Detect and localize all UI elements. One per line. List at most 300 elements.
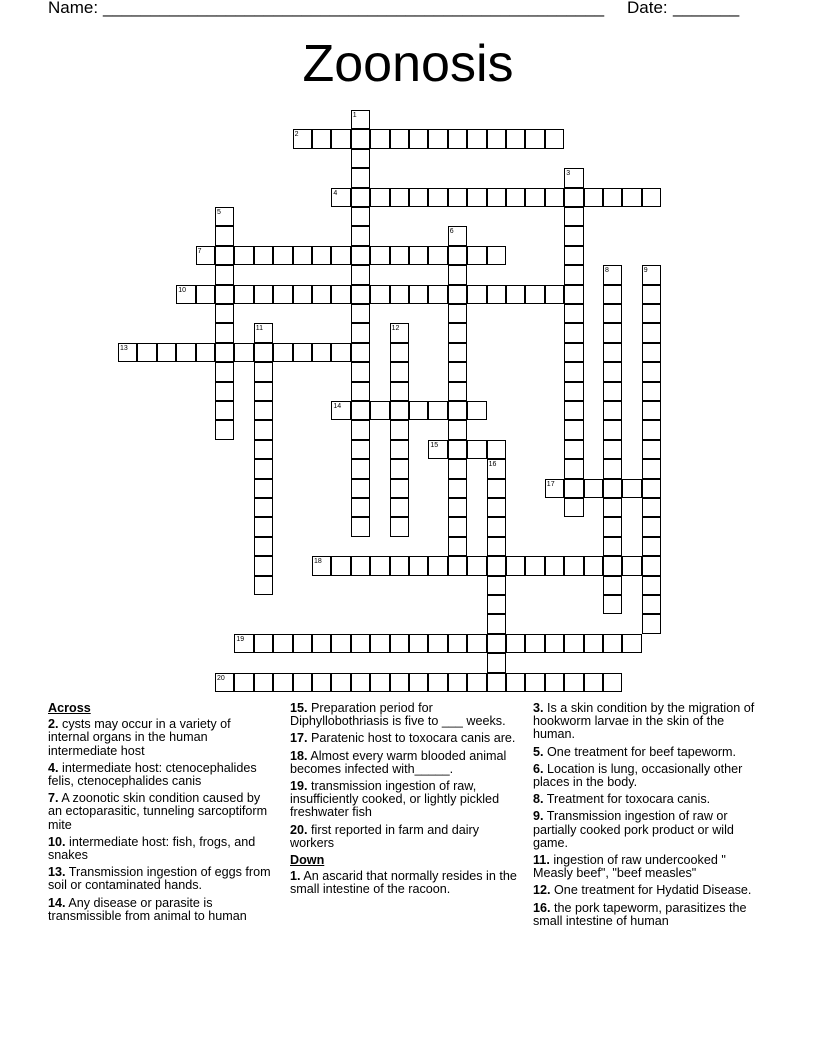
grid-cell[interactable]: [487, 246, 506, 265]
grid-cell[interactable]: [351, 382, 370, 401]
grid-cell[interactable]: [254, 634, 273, 653]
grid-cell[interactable]: [234, 673, 253, 692]
grid-cell[interactable]: [603, 498, 622, 517]
grid-cell[interactable]: [448, 673, 467, 692]
grid-cell[interactable]: [487, 576, 506, 595]
grid-cell[interactable]: [390, 188, 409, 207]
grid-cell[interactable]: [370, 634, 389, 653]
clue-number-label: 7: [197, 247, 202, 255]
grid-cell[interactable]: [428, 246, 447, 265]
grid-cell[interactable]: [506, 673, 525, 692]
grid-cell[interactable]: [448, 362, 467, 381]
clue-across-15: 15. Preparation period for Diphyllobothriasis is five to ___ weeks.: [290, 701, 506, 729]
grid-cell[interactable]: [293, 673, 312, 692]
grid-cell[interactable]: [603, 595, 622, 614]
grid-cell[interactable]: [467, 440, 486, 459]
grid-cell[interactable]: [448, 556, 467, 575]
grid-cell[interactable]: [254, 323, 273, 342]
grid-cell[interactable]: [448, 323, 467, 342]
grid-cell[interactable]: [254, 362, 273, 381]
grid-cell[interactable]: [215, 285, 234, 304]
grid-cell[interactable]: [409, 401, 428, 420]
grid-cell[interactable]: [351, 420, 370, 439]
grid-cell[interactable]: [603, 343, 622, 362]
clue-number-label: 12: [391, 325, 400, 333]
grid-cell[interactable]: [254, 498, 273, 517]
grid-cell[interactable]: [370, 188, 389, 207]
grid-cell[interactable]: [467, 246, 486, 265]
clue-across-4: 4. intermediate host: ctenocephalides felis, ctenocephalides canis: [48, 760, 257, 789]
grid-cell[interactable]: [564, 246, 583, 265]
grid-cell[interactable]: [331, 673, 350, 692]
grid-cell[interactable]: [351, 188, 370, 207]
grid-cell[interactable]: [622, 479, 641, 498]
grid-cell[interactable]: [467, 401, 486, 420]
grid-cell[interactable]: [448, 226, 467, 245]
grid-cell[interactable]: [487, 285, 506, 304]
grid-cell[interactable]: [622, 556, 641, 575]
grid-cell[interactable]: [351, 304, 370, 323]
grid-cell[interactable]: [564, 401, 583, 420]
grid-cell[interactable]: [448, 459, 467, 478]
grid-cell[interactable]: [351, 110, 370, 129]
grid-cell[interactable]: [234, 246, 253, 265]
grid-cell[interactable]: [351, 129, 370, 148]
clue-across-18: 18. Almost every warm blooded animal becomes infected with_____.: [290, 748, 507, 776]
grid-cell[interactable]: [642, 304, 661, 323]
grid-cell[interactable]: [254, 673, 273, 692]
grid-cell[interactable]: [312, 673, 331, 692]
grid-cell[interactable]: [331, 556, 350, 575]
grid-cell[interactable]: [487, 459, 506, 478]
grid-cell[interactable]: [351, 323, 370, 342]
grid-cell[interactable]: [351, 634, 370, 653]
grid-cell[interactable]: [564, 673, 583, 692]
grid-cell[interactable]: [642, 188, 661, 207]
grid-cell[interactable]: [390, 673, 409, 692]
grid-cell[interactable]: [525, 556, 544, 575]
clue-number-label: 10: [178, 286, 186, 294]
grid-cell[interactable]: [254, 420, 273, 439]
grid-cell[interactable]: [603, 517, 622, 536]
grid-cell[interactable]: [351, 226, 370, 245]
grid-cell[interactable]: [351, 401, 370, 420]
clue-across-13: 13. Transmission ingestion of eggs from soil or contaminated hands.: [48, 865, 271, 893]
grid-cell[interactable]: [331, 246, 350, 265]
grid-cell[interactable]: [254, 479, 273, 498]
grid-cell[interactable]: [448, 129, 467, 148]
grid-cell[interactable]: [545, 634, 564, 653]
grid-cell[interactable]: [331, 129, 350, 148]
grid-cell[interactable]: [215, 673, 234, 692]
grid-cell[interactable]: [312, 129, 331, 148]
grid-cell[interactable]: [603, 265, 622, 284]
grid-cell[interactable]: [254, 401, 273, 420]
grid-cell[interactable]: [293, 343, 312, 362]
grid-cell[interactable]: [603, 382, 622, 401]
grid-cell[interactable]: [564, 323, 583, 342]
grid-cell[interactable]: [487, 614, 506, 633]
grid-cell[interactable]: [312, 634, 331, 653]
clue-number-label: 6: [449, 228, 454, 236]
grid-cell[interactable]: [448, 188, 467, 207]
grid-cell[interactable]: [642, 265, 661, 284]
grid-cell[interactable]: [351, 498, 370, 517]
date-label: Date:: [627, 0, 668, 17]
grid-cell[interactable]: [545, 285, 564, 304]
grid-cell[interactable]: [448, 265, 467, 284]
grid-cell[interactable]: [487, 440, 506, 459]
grid-cell[interactable]: [448, 246, 467, 265]
grid-cell[interactable]: [428, 401, 447, 420]
grid-cell[interactable]: [234, 634, 253, 653]
grid-cell[interactable]: [564, 479, 583, 498]
grid-cell[interactable]: [428, 556, 447, 575]
grid-cell[interactable]: [448, 420, 467, 439]
grid-cell[interactable]: [584, 634, 603, 653]
across-heading: Across: [48, 701, 91, 715]
grid-cell[interactable]: [215, 343, 234, 362]
grid-cell[interactable]: [351, 479, 370, 498]
grid-cell[interactable]: [448, 517, 467, 536]
grid-cell[interactable]: [603, 634, 622, 653]
clue-number-label: 14: [333, 403, 342, 410]
grid-cell[interactable]: [487, 129, 506, 148]
grid-cell[interactable]: [428, 673, 447, 692]
grid-cell[interactable]: [487, 595, 506, 614]
grid-cell[interactable]: [642, 517, 661, 536]
grid-cell[interactable]: [273, 343, 292, 362]
grid-cell[interactable]: [642, 382, 661, 401]
grid-cell[interactable]: [467, 188, 486, 207]
grid-cell[interactable]: [312, 246, 331, 265]
grid-cell[interactable]: [390, 459, 409, 478]
clue-across-19: 19. transmission ingestion of raw, insufficiently cooked, or lightly pickled freshwater fish: [290, 779, 500, 820]
clue-down-16: 16. the pork tapeworm, parasitizes the small intestine of human: [533, 900, 747, 928]
grid-cell[interactable]: [351, 440, 370, 459]
grid-cell[interactable]: [293, 285, 312, 304]
name-field-line[interactable]: _____________________________________________________: [103, 0, 605, 17]
grid-cell[interactable]: [564, 285, 583, 304]
grid-cell[interactable]: [603, 420, 622, 439]
grid-cell[interactable]: [254, 459, 273, 478]
grid-cell[interactable]: [642, 537, 661, 556]
grid-cell[interactable]: [390, 401, 409, 420]
grid-cell[interactable]: [370, 285, 389, 304]
grid-cell[interactable]: [196, 343, 215, 362]
grid-cell[interactable]: [506, 556, 525, 575]
grid-cell[interactable]: [428, 129, 447, 148]
grid-cell[interactable]: [545, 673, 564, 692]
grid-cell[interactable]: [564, 459, 583, 478]
grid-cell[interactable]: [215, 304, 234, 323]
grid-cell[interactable]: [622, 188, 641, 207]
grid-cell[interactable]: [642, 420, 661, 439]
grid-cell[interactable]: [506, 129, 525, 148]
grid-cell[interactable]: [603, 556, 622, 575]
grid-cell[interactable]: [254, 343, 273, 362]
grid-cell[interactable]: [487, 653, 506, 672]
grid-cell[interactable]: [409, 246, 428, 265]
date-field-line[interactable]: _______: [673, 0, 740, 17]
grid-cell[interactable]: [525, 129, 544, 148]
grid-cell[interactable]: [254, 537, 273, 556]
grid-cell[interactable]: [564, 362, 583, 381]
grid-cell[interactable]: [603, 673, 622, 692]
clue-across-7: 7. A zoonotic skin condition caused by an ectoparasitic, tunneling sarcoptiform mite: [48, 791, 268, 832]
clues-column-3: [533, 702, 761, 932]
grid-cell[interactable]: [409, 129, 428, 148]
grid-cell[interactable]: [215, 362, 234, 381]
grid-cell[interactable]: [293, 129, 312, 148]
clue-down-12: 12. One treatment for Hydatid Disease.: [533, 883, 752, 898]
grid-cell[interactable]: [351, 207, 370, 226]
grid-cell[interactable]: [390, 246, 409, 265]
grid-cell[interactable]: [390, 362, 409, 381]
grid-cell[interactable]: [487, 634, 506, 653]
grid-cell[interactable]: [487, 517, 506, 536]
grid-cell[interactable]: [234, 285, 253, 304]
grid-cell[interactable]: [215, 420, 234, 439]
grid-cell[interactable]: [603, 537, 622, 556]
grid-cell[interactable]: [351, 459, 370, 478]
grid-cell[interactable]: [467, 634, 486, 653]
grid-cell[interactable]: [603, 285, 622, 304]
grid-cell[interactable]: [215, 207, 234, 226]
grid-cell[interactable]: [622, 634, 641, 653]
grid-cell[interactable]: [603, 362, 622, 381]
grid-cell[interactable]: [506, 188, 525, 207]
grid-cell[interactable]: [467, 285, 486, 304]
grid-cell[interactable]: [351, 673, 370, 692]
grid-cell[interactable]: [351, 556, 370, 575]
grid-cell[interactable]: [312, 343, 331, 362]
grid-cell[interactable]: [293, 246, 312, 265]
grid-cell[interactable]: [487, 556, 506, 575]
grid-cell[interactable]: [390, 498, 409, 517]
grid-cell[interactable]: [215, 265, 234, 284]
grid-cell[interactable]: [390, 517, 409, 536]
grid-cell[interactable]: [254, 285, 273, 304]
grid-cell[interactable]: [428, 188, 447, 207]
grid-cell[interactable]: [642, 479, 661, 498]
grid-cell[interactable]: [642, 401, 661, 420]
grid-cell[interactable]: [254, 440, 273, 459]
grid-cell[interactable]: [506, 634, 525, 653]
grid-cell[interactable]: [390, 382, 409, 401]
grid-cell[interactable]: [603, 459, 622, 478]
grid-cell[interactable]: [370, 401, 389, 420]
grid-cell[interactable]: [545, 129, 564, 148]
grid-cell[interactable]: [564, 382, 583, 401]
clue-down-11: 11. ingestion of raw undercooked " Measly beef", "beef measles": [533, 853, 726, 881]
grid-cell[interactable]: [215, 323, 234, 342]
grid-cell[interactable]: [428, 285, 447, 304]
grid-cell[interactable]: [370, 129, 389, 148]
grid-cell[interactable]: [584, 556, 603, 575]
grid-cell[interactable]: [564, 188, 583, 207]
grid-cell[interactable]: [351, 168, 370, 187]
grid-cell[interactable]: [525, 285, 544, 304]
grid-cell[interactable]: [603, 479, 622, 498]
grid-cell[interactable]: [642, 556, 661, 575]
grid-cell[interactable]: [448, 304, 467, 323]
grid-cell[interactable]: [390, 479, 409, 498]
grid-cell[interactable]: [642, 343, 661, 362]
grid-cell[interactable]: [545, 479, 564, 498]
grid-cell[interactable]: [331, 401, 350, 420]
grid-cell[interactable]: [254, 382, 273, 401]
grid-cell[interactable]: [428, 440, 447, 459]
grid-cell[interactable]: [196, 285, 215, 304]
grid-cell[interactable]: [409, 285, 428, 304]
grid-cell[interactable]: [642, 285, 661, 304]
grid-cell[interactable]: [603, 440, 622, 459]
grid-cell[interactable]: [603, 188, 622, 207]
grid-cell[interactable]: [409, 556, 428, 575]
grid-cell[interactable]: [409, 673, 428, 692]
grid-cell[interactable]: [293, 634, 312, 653]
grid-cell[interactable]: [215, 226, 234, 245]
grid-cell[interactable]: [642, 440, 661, 459]
grid-cell[interactable]: [331, 285, 350, 304]
grid-cell[interactable]: [642, 498, 661, 517]
grid-cell[interactable]: [564, 168, 583, 187]
grid-cell[interactable]: [331, 188, 350, 207]
grid-cell[interactable]: [273, 673, 292, 692]
grid-cell[interactable]: [390, 285, 409, 304]
clue-number-label: 5: [217, 209, 221, 216]
grid-cell[interactable]: [351, 285, 370, 304]
grid-cell[interactable]: [351, 149, 370, 168]
grid-cell[interactable]: [215, 382, 234, 401]
grid-cell[interactable]: [390, 129, 409, 148]
grid-cell[interactable]: [331, 634, 350, 653]
grid-cell[interactable]: [487, 673, 506, 692]
grid-cell[interactable]: [525, 634, 544, 653]
grid-cell[interactable]: [390, 420, 409, 439]
grid-cell[interactable]: [584, 479, 603, 498]
grid-cell[interactable]: [525, 188, 544, 207]
grid-cell[interactable]: [390, 634, 409, 653]
grid-cell[interactable]: [564, 420, 583, 439]
grid-cell[interactable]: [506, 285, 525, 304]
grid-cell[interactable]: [448, 382, 467, 401]
grid-cell[interactable]: [642, 614, 661, 633]
grid-cell[interactable]: [564, 226, 583, 245]
grid-cell[interactable]: [487, 498, 506, 517]
clue-number-label: 4: [333, 189, 338, 197]
grid-cell[interactable]: [351, 343, 370, 362]
grid-cell[interactable]: [390, 323, 409, 342]
grid-cell[interactable]: [487, 479, 506, 498]
grid-cell[interactable]: [370, 246, 389, 265]
grid-cell[interactable]: [351, 265, 370, 284]
grid-cell[interactable]: [564, 265, 583, 284]
grid-cell[interactable]: [564, 304, 583, 323]
grid-cell[interactable]: [351, 362, 370, 381]
grid-cell[interactable]: [137, 343, 156, 362]
grid-cell[interactable]: [448, 479, 467, 498]
grid-cell[interactable]: [564, 498, 583, 517]
grid-cell[interactable]: [603, 576, 622, 595]
grid-cell[interactable]: [448, 537, 467, 556]
grid-cell[interactable]: [467, 673, 486, 692]
grid-cell[interactable]: [467, 129, 486, 148]
grid-cell[interactable]: [390, 556, 409, 575]
grid-cell[interactable]: [215, 401, 234, 420]
grid-cell[interactable]: [642, 362, 661, 381]
grid-cell[interactable]: [642, 595, 661, 614]
grid-cell[interactable]: [254, 556, 273, 575]
grid-cell[interactable]: [448, 285, 467, 304]
grid-cell[interactable]: [254, 517, 273, 536]
grid-cell[interactable]: [254, 576, 273, 595]
grid-cell[interactable]: [390, 343, 409, 362]
grid-cell[interactable]: [564, 343, 583, 362]
grid-cell[interactable]: [409, 188, 428, 207]
clue-across-17: 17. Paratenic host to toxocara canis are.: [290, 731, 516, 746]
grid-cell[interactable]: [351, 517, 370, 536]
grid-cell[interactable]: [254, 246, 273, 265]
grid-cell[interactable]: [448, 634, 467, 653]
grid-cell[interactable]: [448, 498, 467, 517]
grid-cell[interactable]: [487, 537, 506, 556]
clue-across-10: 10. intermediate host: fish, frogs, and snakes: [48, 834, 256, 863]
grid-cell[interactable]: [312, 285, 331, 304]
grid-cell[interactable]: [603, 401, 622, 420]
grid-cell[interactable]: [642, 459, 661, 478]
grid-cell[interactable]: [196, 246, 215, 265]
grid-cell[interactable]: [176, 285, 195, 304]
grid-cell[interactable]: [448, 343, 467, 362]
grid-cell[interactable]: [584, 188, 603, 207]
grid-cell[interactable]: [467, 556, 486, 575]
grid-cell[interactable]: [564, 556, 583, 575]
grid-cell[interactable]: [545, 556, 564, 575]
grid-cell[interactable]: [545, 188, 564, 207]
grid-cell[interactable]: [603, 304, 622, 323]
grid-cell[interactable]: [312, 556, 331, 575]
grid-cell[interactable]: [603, 323, 622, 342]
grid-cell[interactable]: [448, 440, 467, 459]
grid-cell[interactable]: [351, 246, 370, 265]
grid-cell[interactable]: [584, 673, 603, 692]
grid-cell[interactable]: [390, 440, 409, 459]
grid-cell[interactable]: [525, 673, 544, 692]
grid-cell[interactable]: [273, 246, 292, 265]
grid-cell[interactable]: [564, 634, 583, 653]
grid-cell[interactable]: [487, 188, 506, 207]
grid-cell[interactable]: [409, 634, 428, 653]
grid-cell[interactable]: [118, 343, 137, 362]
grid-cell[interactable]: [370, 673, 389, 692]
grid-cell[interactable]: [642, 576, 661, 595]
grid-cell[interactable]: [642, 323, 661, 342]
grid-cell[interactable]: [448, 401, 467, 420]
grid-cell[interactable]: [157, 343, 176, 362]
grid-cell[interactable]: [564, 207, 583, 226]
grid-cell[interactable]: [331, 343, 350, 362]
grid-cell[interactable]: [234, 343, 253, 362]
grid-cell[interactable]: [176, 343, 195, 362]
grid-cell[interactable]: [428, 634, 447, 653]
grid-cell[interactable]: [370, 556, 389, 575]
grid-cell[interactable]: [273, 634, 292, 653]
grid-cell[interactable]: [273, 285, 292, 304]
grid-cell[interactable]: [215, 246, 234, 265]
grid-cell[interactable]: [564, 440, 583, 459]
